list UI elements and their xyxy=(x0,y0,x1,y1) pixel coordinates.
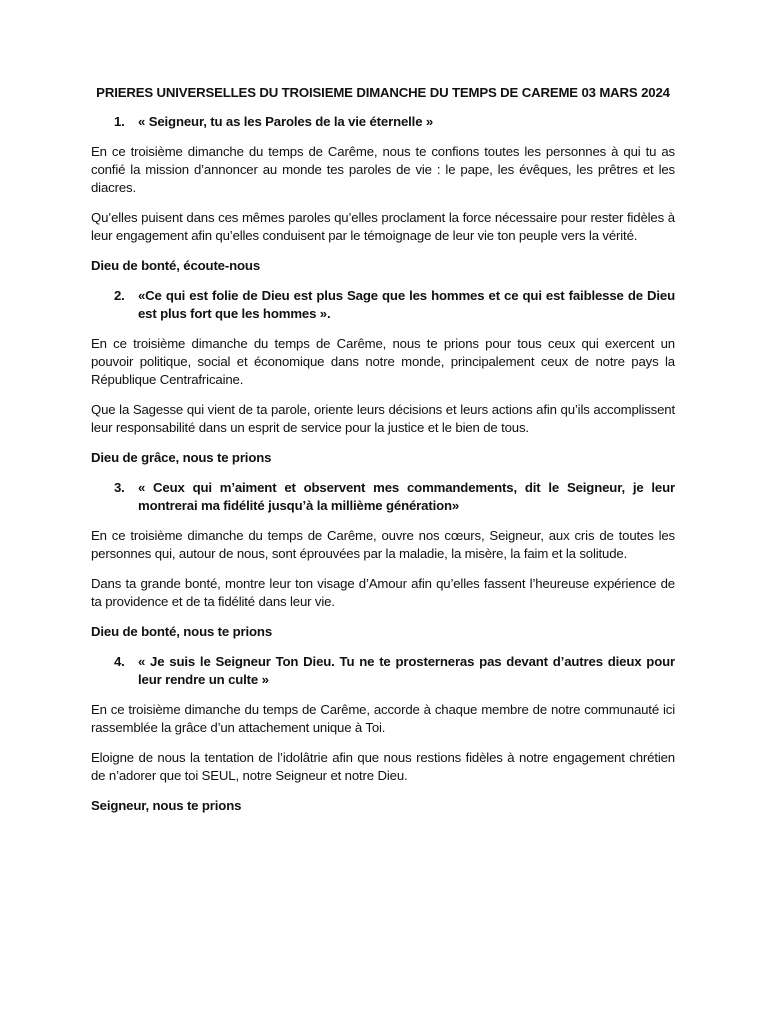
response-line: Dieu de bonté, écoute-nous xyxy=(91,258,261,273)
response-line: Dieu de grâce, nous te prions xyxy=(91,450,272,465)
paragraph: Dans ta grande bonté, montre leur ton visage d’Amour afin qu’elles fassent l’heureuse expérience de ta providence et de ta fidélité dans leur vie. xyxy=(91,576,675,609)
paragraph: En ce troisième dimanche du temps de Carême, accorde à chaque membre de notre communauté ici rassemblée la grâce d’un attachement unique à Toi. xyxy=(91,702,675,735)
response-line: Dieu de bonté, nous te prions xyxy=(91,624,273,639)
section-heading-2 xyxy=(91,287,675,323)
paragraph: En ce troisième dimanche du temps de Carême, nous te confions toutes les personnes à qui tu as confié la mission d’annoncer au monde tes paroles de vie : le pape, les évêques, les prêtres et les diacres. xyxy=(91,144,675,195)
section-number: 3. xyxy=(114,480,125,495)
paragraph: Qu’elles puisent dans ces mêmes paroles qu’elles proclament la force nécessaire pour rester fidèles à leur engagement afin qu’elles conduisent par le témoignage de leur vie ton peuple vers la vérité. xyxy=(91,210,675,243)
section-heading-1 xyxy=(91,113,675,131)
section-heading-text: « Seigneur, tu as les Paroles de la vie éternelle » xyxy=(138,114,434,129)
section-heading-text: « Je suis le Seigneur Ton Dieu. Tu ne te prosterneras pas devant d’autres dieux pour leur rendre un culte » xyxy=(138,654,675,687)
section-number: 2. xyxy=(114,288,125,303)
section-heading-3 xyxy=(91,479,675,515)
paragraph: En ce troisième dimanche du temps de Carême, nous te prions pour tous ceux qui exercent un pouvoir politique, social et économique dans notre monde, principalement ceux de notre pays la République Centrafricaine. xyxy=(91,336,675,387)
document-page xyxy=(91,84,675,827)
section-number: 4. xyxy=(114,654,125,669)
paragraph: Que la Sagesse qui vient de ta parole, oriente leurs décisions et leurs actions afin qu’ils accomplissent leur responsabilité dans un esprit de service pour la justice et le bien de tous. xyxy=(91,402,675,435)
response-line: Seigneur, nous te prions xyxy=(91,798,242,813)
section-heading-text: « Ceux qui m’aiment et observent mes commandements, dit le Seigneur, je leur montrerai ma fidélité jusqu’à la millième génération» xyxy=(138,480,675,513)
paragraph: Eloigne de nous la tentation de l’idolâtrie afin que nous restions fidèles à notre engagement chrétien de n’adorer que toi SEUL, notre Seigneur et notre Dieu. xyxy=(91,750,675,783)
section-number: 1. xyxy=(114,114,125,129)
document-title: PRIERES UNIVERSELLES DU TROISIEME DIMANCHE DU TEMPS DE CAREME 03 MARS 2024 xyxy=(96,85,670,100)
section-heading-4 xyxy=(91,653,675,689)
section-heading-text: «Ce qui est folie de Dieu est plus Sage que les hommes et ce qui est faiblesse de Dieu est plus fort que les hommes ». xyxy=(138,288,675,321)
paragraph: En ce troisième dimanche du temps de Carême, ouvre nos cœurs, Seigneur, aux cris de toutes les personnes qui, autour de nous, sont éprouvées par la maladie, la misère, la faim et la solitude. xyxy=(91,528,675,561)
